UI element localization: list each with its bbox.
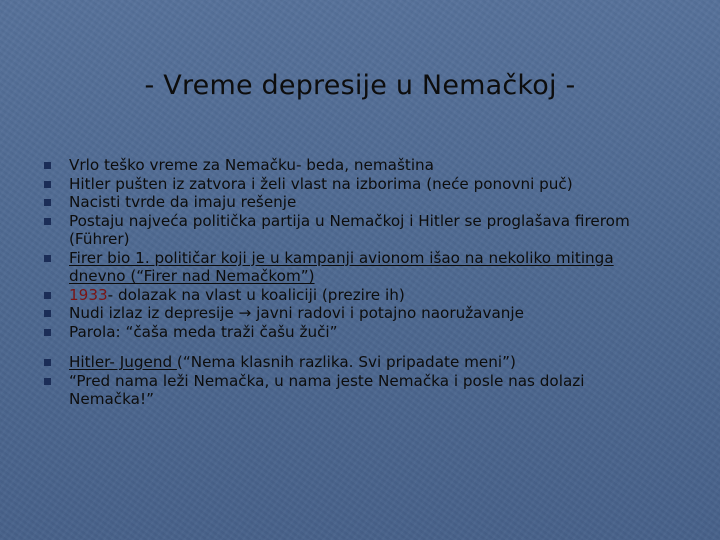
square-bullet-icon — [44, 181, 51, 188]
list-item — [44, 286, 664, 305]
bullet-text: Vrlo teško vreme za Nemačku- beda, nemaština — [69, 156, 434, 174]
bullet-text: Nacisti tvrde da imaju rešenje — [69, 193, 297, 211]
bullet-text: javni radovi i potajno naoružavanje — [251, 304, 524, 322]
square-bullet-icon — [44, 218, 51, 225]
square-bullet-icon — [44, 359, 51, 366]
square-bullet-icon — [44, 162, 51, 169]
bullet-lead-text: Hitler- Jugend — [69, 353, 177, 371]
list-item — [44, 193, 664, 212]
bullet-text: Parola: “čaša meda traži čašu žuči” — [69, 322, 338, 341]
list-spacer — [44, 341, 664, 353]
arrow-right-icon: → — [238, 304, 252, 322]
list-item — [44, 249, 664, 286]
slide-title: - Vreme depresije u Nemačkoj - — [144, 70, 576, 101]
bullet-text: “Pred nama leži Nemačka, u nama jeste Nemačka i posle nas dolazi Nemačka!” — [69, 371, 585, 408]
list-item — [44, 175, 664, 194]
list-item — [44, 304, 664, 323]
list-item — [44, 372, 664, 409]
square-bullet-icon — [44, 199, 51, 206]
square-bullet-icon — [44, 378, 51, 385]
square-bullet-icon — [44, 255, 51, 262]
square-bullet-icon — [44, 292, 51, 299]
bullet-list — [44, 156, 664, 409]
bullet-text: Hitler pušten iz zatvora i želi vlast na izborima (neće ponovni puč) — [69, 174, 573, 193]
list-item — [44, 212, 664, 249]
bullet-text: Postaju najveća politička partija u Nemačkoj i Hitler se proglašava firerom (Führer) — [69, 211, 630, 248]
bullet-text: Nudi izlaz iz depresije — [69, 304, 239, 322]
bullet-text: Firer bio 1. političar koji je u kampanji avionom išao na nekoliko mitinga dnevno (“Firer nad Nemačkom”) — [69, 248, 614, 285]
list-item — [44, 323, 664, 342]
square-bullet-icon — [44, 310, 51, 317]
bullet-text: (“Nema klasnih razlika. Svi pripadate meni”) — [176, 353, 516, 371]
square-bullet-icon — [44, 329, 51, 336]
year-highlight: 1933 — [69, 285, 108, 304]
list-item — [44, 353, 664, 372]
bullet-text: - dolazak na vlast u koaliciji (prezire ih) — [107, 285, 405, 304]
list-item — [44, 156, 664, 175]
